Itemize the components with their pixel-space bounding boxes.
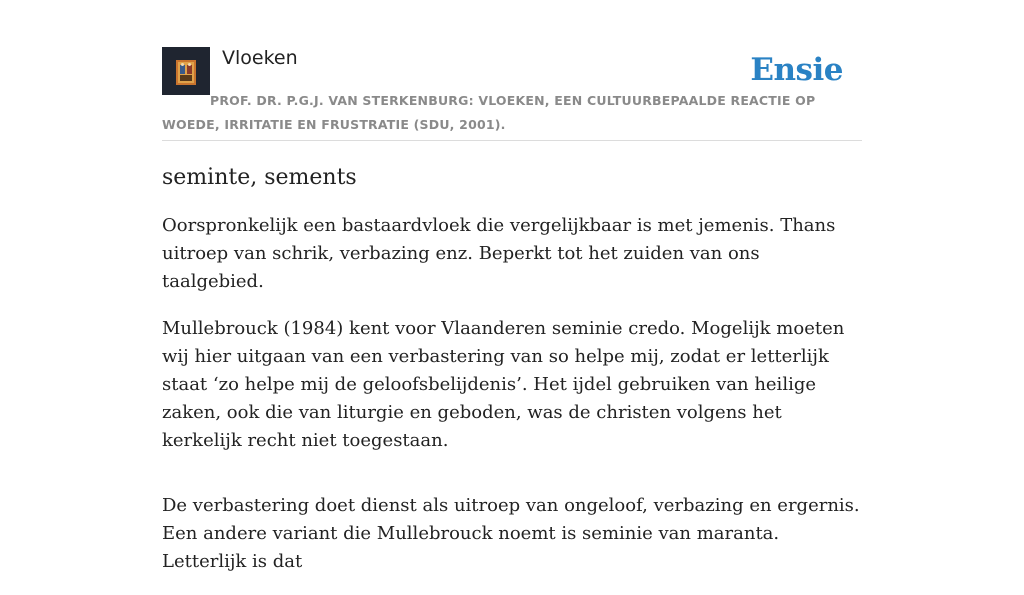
entry-content bbox=[162, 160, 862, 595]
collection-header bbox=[162, 46, 862, 141]
entry-paragraph: De verbastering doet dienst als uitroep van ongeloof, verbazing en ergernis. Een andere variant die Mullebrouck noemt is seminie van maranta. Letterlijk is dat bbox=[162, 495, 860, 572]
book-cover-icon[interactable] bbox=[162, 47, 210, 95]
source-citation: PROF. DR. P.G.J. VAN STERKENBURG: VLOEKEN, EEN CULTUURBEPAALDE REACTIE OP WOEDE, IRRITATIE EN FRUSTRATIE (SDU, 2001). bbox=[162, 93, 816, 132]
entry-paragraph: Mullebrouck (1984) kent voor Vlaanderen seminie credo. Mogelijk moeten wij hier uitgaan van een verbastering van so helpe mij, zodat er letterlijk staat ‘zo helpe mij de geloofsbelijdenis’. Het ijdel gebruiken van heilige zaken, ook die van liturgie en geboden, was de christen volgens het kerkelijk recht niet toegestaan. bbox=[162, 318, 845, 451]
collection-title[interactable]: Vloeken bbox=[222, 47, 298, 69]
entry-paragraph: Oorspronkelijk een bastaardvloek die vergelijkbaar is met jemenis. Thans uitroep van schrik, verbazing enz. Beperkt tot het zuiden van ons taalgebied. bbox=[162, 215, 836, 292]
entry-title: seminte, sements bbox=[162, 165, 357, 190]
ensie-logo[interactable]: Ensie bbox=[750, 52, 843, 88]
